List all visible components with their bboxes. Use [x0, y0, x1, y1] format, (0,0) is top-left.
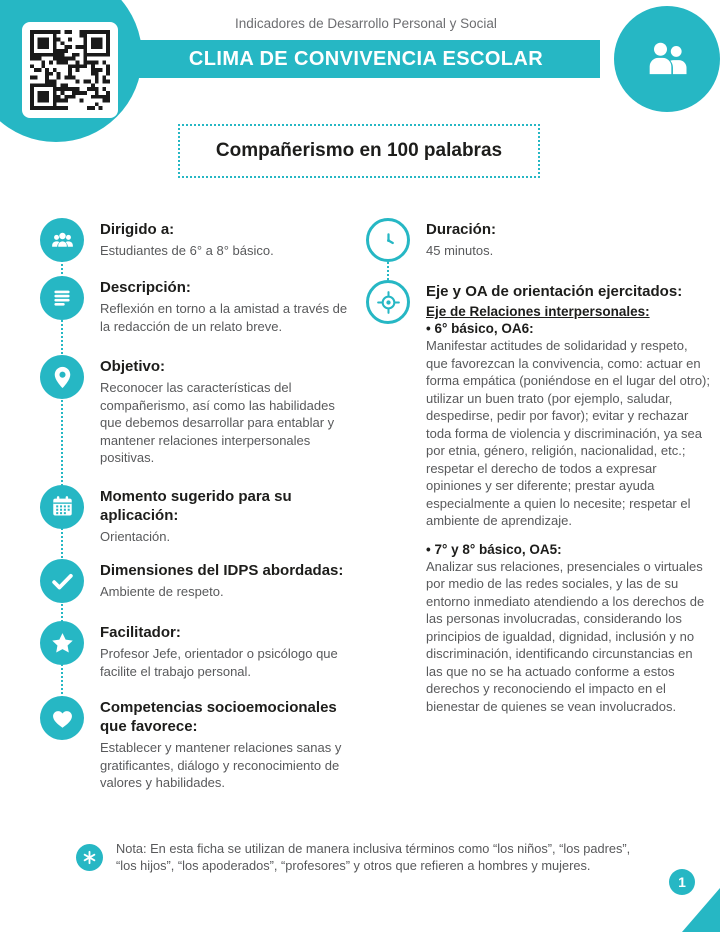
list-icon: [40, 276, 84, 320]
qr-code: [22, 22, 118, 118]
header-circle: [614, 6, 720, 112]
people-icon: [641, 33, 693, 85]
section-eje-oa: [366, 280, 712, 715]
star-icon: [40, 621, 84, 665]
section-title: Dimensiones del IDPS abordadas:: [100, 562, 344, 579]
section-body: 45 minutos.: [426, 243, 494, 258]
eje-item-body: Analizar sus relaciones, presenciales o virtuales por medio de las redes sociales, y las de su entorno inmediato atendiendo a los derechos de las personas involucradas, considerando los principios de igualdad, dignidad, inclusión y no discriminación, identificando circunstancias en las que no se ha actuado conforme a estos derechos y reconociendo el impacto en el bienestar de quienes se vean involucrados.: [426, 558, 705, 714]
banner: [132, 40, 600, 78]
section-body: Profesor Jefe, orientador o psicólogo que facilite el trabajo personal.: [100, 646, 338, 679]
section-body: Reflexión en torno a la amistad a través de la redacción de un relato breve.: [100, 301, 348, 334]
activity-title: Compañerismo en 100 palabras: [215, 140, 503, 161]
section-title: Duración:: [426, 221, 497, 238]
corner-decoration: [682, 888, 720, 932]
banner-title: CLIMA DE CONVIVENCIA ESCOLAR: [188, 47, 544, 70]
section-title: Momento sugerido para su aplicación:: [100, 487, 292, 524]
section-title: Dirigido a:: [100, 221, 175, 238]
section-dirigido-a: [40, 218, 348, 262]
section-momento-sugerido: [40, 485, 348, 546]
section-dimensiones: [40, 559, 348, 603]
calendar-icon: [40, 485, 84, 529]
activity-title-box: [178, 124, 540, 178]
section-duracion: [366, 218, 712, 262]
section-body: Estudiantes de 6° a 8° básico.: [100, 243, 274, 258]
heart-icon: [40, 696, 84, 740]
note-text: Nota: En esta ficha se utilizan de manera inclusiva términos como “los niños”, “los padres”, “los hijos”, “los apoderados”, “profesores” y otros que refieren a hombres y mujeres.: [116, 841, 631, 873]
section-objetivo: [40, 355, 348, 467]
section-title: Facilitador:: [100, 624, 181, 641]
section-title: Competencias socioemocionales que favorece:: [100, 699, 337, 735]
target-icon: [366, 280, 410, 324]
eje-item-body: Manifestar actitudes de solidaridad y respeto, que favorezcan la convivencia, como: actuar en forma empática (poniéndose en el lugar del otro); utilizar un buen trato (por ejemplo, saludar, despedirse, pedir por favor); evitar y rechazar toda forma de violencia y discriminación, ya sea por etnia, género, religión, nacionalidad, etc.; respetar el derecho de todos a expresar opiniones y ser diferente; prestar ayuda especialmente a quien lo necesite; respetar el ambiente de aprendizaje.: [426, 338, 710, 528]
left-column: [40, 218, 348, 792]
footer-note: [76, 840, 642, 874]
eje-item-label: • 6° básico, OA6:: [426, 321, 534, 336]
asterisk-icon: [76, 844, 103, 871]
section-competencias: [40, 696, 348, 792]
users-icon: [40, 218, 84, 262]
section-descripcion: [40, 276, 348, 335]
eje-item-label: • 7° y 8° básico, OA5:: [426, 541, 562, 557]
section-title: Objetivo:: [100, 358, 166, 375]
right-column: [366, 218, 712, 715]
section-body: Ambiente de respeto.: [100, 584, 224, 599]
qr-code-pattern: [30, 30, 110, 110]
page-number-badge: 1: [669, 869, 695, 895]
clock-icon: [366, 218, 410, 262]
section-facilitador: [40, 621, 348, 680]
section-title: Descripción:: [100, 279, 191, 296]
section-body: Reconocer las características del compañerismo, así como las habilidades que debemos desarrollar para entablar y mantener relaciones interpersonales positivas.: [100, 380, 335, 465]
eje-subtitle: Eje de Relaciones interpersonales:: [426, 304, 650, 319]
pin-icon: [40, 355, 84, 399]
check-icon: [40, 559, 84, 603]
section-title: Eje y OA de orientación ejercitados:: [426, 283, 683, 300]
kicker-text: Indicadores de Desarrollo Personal y Social: [235, 16, 497, 31]
section-body: Establecer y mantener relaciones sanas y gratificantes, diálogo y reconocimiento de valores y habilidades.: [100, 740, 342, 790]
section-body: Orientación.: [100, 528, 171, 544]
